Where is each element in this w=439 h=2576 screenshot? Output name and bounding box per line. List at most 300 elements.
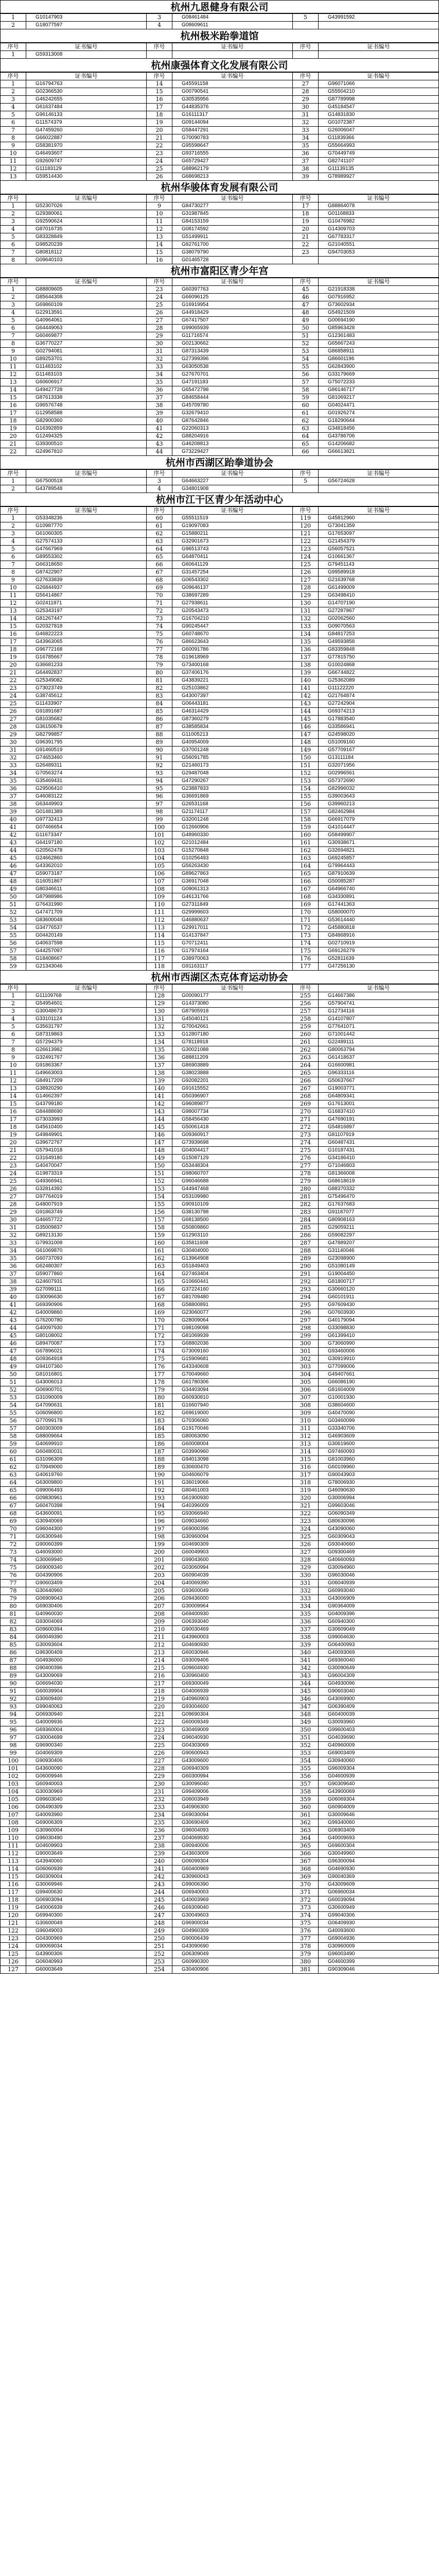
seq-cell: 122 — [293, 538, 319, 546]
seq-cell: 356 — [293, 1773, 319, 1781]
seq-cell: 45 — [1, 1332, 26, 1340]
cert-cell: G48960330 — [172, 832, 293, 839]
cert-cell: G60990300 — [172, 1958, 293, 1966]
seq-cell: 294 — [293, 1294, 319, 1301]
table-row — [1, 119, 439, 127]
seq-cell: 172 — [147, 1332, 172, 1340]
seq-cell: 344 — [293, 1680, 319, 1688]
cert-cell: G04690309 — [172, 1541, 293, 1549]
seq-cell: 86 — [1, 1649, 26, 1657]
seq-cell: 152 — [293, 770, 319, 777]
cert-cell: G61780306 — [172, 1379, 293, 1386]
cert-cell: G76200780 — [26, 1317, 147, 1325]
cert-cell: G58381970 — [26, 142, 147, 150]
cert-cell: G77099006 — [319, 1363, 439, 1371]
cert-cell: G40396009 — [172, 1502, 293, 1510]
table-row — [1, 1394, 439, 1402]
table-row — [1, 158, 439, 165]
table-row — [1, 173, 439, 181]
table-row — [1, 202, 439, 210]
cert-cell: G04069309 — [26, 1750, 147, 1757]
table-row — [1, 870, 439, 878]
cert-cell: G30069946 — [26, 1881, 147, 1889]
cert-cell: G27670701 — [172, 371, 293, 379]
seq-cell: 248 — [147, 1920, 172, 1927]
seq-cell: 49 — [1, 1363, 26, 1371]
cert-cell: G90309046 — [319, 1966, 439, 1974]
seq-cell: 146 — [293, 723, 319, 731]
cert-cell: G54921509 — [319, 309, 439, 317]
seq-cell: 98 — [147, 808, 172, 816]
table-row — [1, 478, 439, 485]
cert-cell: G11839366 — [319, 134, 439, 142]
seq-cell: 138 — [147, 1070, 172, 1077]
cert-cell: G10660441 — [172, 1278, 293, 1286]
cert-cell: G38970063 — [172, 955, 293, 963]
seq-cell: 309 — [293, 1410, 319, 1417]
seq-cell: 195 — [147, 1510, 172, 1518]
seq-cell: 22 — [293, 241, 319, 249]
cert-cell: G91163117 — [172, 963, 293, 971]
cert-cell: G59313008 — [26, 51, 147, 59]
cert-cell: G86623643 — [172, 638, 293, 646]
cert-cell: G53109980 — [172, 1193, 293, 1201]
seq-cell: 12 — [1, 1077, 26, 1085]
table-row — [1, 1719, 439, 1726]
cert-cell: G82799857 — [26, 731, 147, 739]
seq-cell: 108 — [1, 1819, 26, 1827]
cert-cell: G77815750 — [319, 654, 439, 662]
seq-cell: 273 — [293, 1131, 319, 1139]
seq-cell: 37 — [147, 394, 172, 402]
table-row — [1, 1386, 439, 1394]
seq-cell: 104 — [1, 1788, 26, 1796]
cert-cell: G06400993 — [319, 1641, 439, 1649]
seq-cell: 14 — [147, 80, 172, 88]
seq-cell: 280 — [293, 1185, 319, 1193]
seq-cell: 30 — [1, 1216, 26, 1224]
seq-cell: 292 — [293, 1278, 319, 1286]
cert-cell: G06409930 — [319, 1920, 439, 1927]
seq-cell: 162 — [293, 847, 319, 855]
seq-cell: 290 — [293, 1263, 319, 1270]
seq-cell: 104 — [147, 855, 172, 862]
header-cert: 证书编号 — [26, 195, 147, 202]
seq-cell: 49 — [293, 317, 319, 325]
cert-cell: G90400396 — [26, 1665, 147, 1672]
seq-cell: 340 — [293, 1649, 319, 1657]
cert-cell: G87988986 — [26, 893, 147, 901]
cert-cell: G04006939 — [172, 1688, 293, 1696]
cert-cell: G09640103 — [26, 257, 147, 264]
seq-cell: 318 — [293, 1479, 319, 1487]
seq-cell: 44 — [1, 847, 26, 855]
seq-cell: 170 — [147, 1317, 172, 1325]
seq-cell: 269 — [293, 1100, 319, 1108]
cert-cell: G30440960 — [26, 1587, 147, 1595]
cert-cell: G70563274 — [26, 770, 147, 777]
seq-cell: 22 — [1, 677, 26, 685]
seq-cell: 119 — [293, 515, 319, 522]
seq-cell: 114 — [1, 1866, 26, 1873]
cert-cell: G96009304 — [319, 1765, 439, 1773]
cert-cell: G07603930 — [319, 1309, 439, 1317]
seq-cell: 54 — [293, 355, 319, 363]
seq-cell: 233 — [147, 1804, 172, 1811]
cert-cell: G98520239 — [26, 241, 147, 249]
cert-cell: G45040121 — [172, 1015, 293, 1023]
cert-cell: G40699910 — [26, 1440, 147, 1448]
cert-cell: G50061418 — [172, 1124, 293, 1131]
cert-cell: G33586941 — [319, 723, 439, 731]
seq-cell: 376 — [293, 1927, 319, 1935]
cert-cell: G11122220 — [319, 685, 439, 692]
cert-cell: G38585834 — [172, 723, 293, 731]
table-row — [1, 371, 439, 379]
table-row — [1, 241, 439, 249]
cert-cell: G80461003 — [172, 1487, 293, 1495]
seq-cell: 137 — [147, 1062, 172, 1070]
seq-cell: 29 — [293, 96, 319, 104]
cert-cell: G16392859 — [26, 425, 147, 433]
seq-cell: 36 — [147, 386, 172, 394]
seq-cell: 358 — [293, 1788, 319, 1796]
seq-cell: 6 — [1, 241, 26, 249]
section-title: 杭州九恩健身有限公司 — [0, 0, 439, 13]
seq-cell: 5 — [1, 233, 26, 241]
cert-cell: G26844937 — [26, 584, 147, 592]
seq-cell: 335 — [293, 1611, 319, 1618]
cert-cell: G20543473 — [172, 607, 293, 615]
table-row — [1, 561, 439, 569]
seq-cell: 70 — [1, 1526, 26, 1533]
seq-cell: 125 — [1, 1951, 26, 1958]
cert-cell: G99006493 — [26, 1487, 147, 1495]
cert-cell: G60008004 — [172, 1440, 293, 1448]
cert-cell: G31090009 — [26, 1394, 147, 1402]
seq-cell: 49 — [1, 886, 26, 893]
cert-cell: G31649180 — [26, 1155, 147, 1162]
cert-cell: G06903094 — [26, 1896, 147, 1904]
seq-cell: 198 — [147, 1533, 172, 1541]
seq-cell: 281 — [293, 1193, 319, 1201]
cert-cell: G25362089 — [319, 677, 439, 685]
seq-cell: 184 — [147, 1425, 172, 1433]
cert-cell: G37224160 — [172, 1286, 293, 1294]
header-cert: 证书编号 — [319, 507, 439, 515]
seq-cell: 73 — [147, 615, 172, 623]
cert-cell: G63498410 — [319, 592, 439, 600]
cert-cell: G84730277 — [172, 202, 293, 210]
table-row — [1, 233, 439, 241]
table-row — [1, 801, 439, 808]
cert-cell: G40006939 — [26, 1904, 147, 1912]
cert-cell: G80908163 — [319, 1216, 439, 1224]
cert-cell: G12958588 — [26, 410, 147, 417]
cert-cell: G47256130 — [319, 963, 439, 971]
cert-cell: G40097930 — [26, 1325, 147, 1332]
seq-cell: 235 — [147, 1819, 172, 1827]
seq-cell: 18 — [1, 417, 26, 425]
cert-cell: G69940300 — [26, 1912, 147, 1920]
cert-cell: G84153159 — [172, 218, 293, 226]
cert-cell: G69245857 — [319, 855, 439, 862]
seq-cell: 3 — [1, 218, 26, 226]
table-row — [1, 1440, 439, 1448]
cert-cell: G96146133 — [26, 111, 147, 119]
table-row — [1, 685, 439, 692]
table-row — [1, 1185, 439, 1193]
cert-cell: G81016801 — [26, 1371, 147, 1379]
seq-cell: 31 — [293, 111, 319, 119]
cert-cell: G99006390 — [172, 1881, 293, 1889]
seq-cell: 124 — [1, 1943, 26, 1951]
cert-cell: G06393040 — [172, 1618, 293, 1626]
cert-cell: G63050538 — [172, 363, 293, 371]
cert-cell: G60091786 — [172, 646, 293, 654]
cert-cell: G12494325 — [26, 433, 147, 440]
seq-cell: 276 — [293, 1155, 319, 1162]
cert-cell: G60300994 — [172, 1773, 293, 1781]
seq-cell: 141 — [147, 1093, 172, 1100]
seq-cell: 314 — [293, 1448, 319, 1456]
cert-cell: G26613982 — [26, 1046, 147, 1054]
table-row — [1, 638, 439, 646]
seq-cell: 84 — [147, 700, 172, 708]
seq-cell: 177 — [293, 963, 319, 971]
table-row — [1, 1487, 439, 1495]
table-row — [1, 1510, 439, 1518]
cert-cell: G60606917 — [26, 379, 147, 386]
seq-cell: 75 — [147, 631, 172, 638]
table-row — [1, 1456, 439, 1464]
seq-cell: 240 — [147, 1858, 172, 1866]
seq-cell: 15 — [147, 249, 172, 257]
cert-cell: G59082297 — [319, 1232, 439, 1240]
seq-cell: 346 — [293, 1696, 319, 1703]
cert-cell: G06069304 — [319, 1796, 439, 1804]
seq-cell: 53 — [1, 917, 26, 924]
seq-cell: 179 — [147, 1386, 172, 1394]
seq-cell: 332 — [293, 1587, 319, 1595]
seq-cell: 42 — [147, 433, 172, 440]
table-row — [1, 592, 439, 600]
seq-cell: 113 — [147, 924, 172, 932]
cert-cell: G87313439 — [172, 348, 293, 355]
seq-cell: 366 — [293, 1850, 319, 1858]
seq-cell: 65 — [293, 440, 319, 448]
cert-cell: G84817253 — [319, 631, 439, 638]
seq-cell: 105 — [1, 1796, 26, 1804]
seq-cell: 77 — [147, 646, 172, 654]
seq-cell: 29 — [147, 332, 172, 340]
cert-cell: G91891687 — [26, 708, 147, 716]
cert-cell: G06443181 — [172, 700, 293, 708]
seq-cell: 373 — [293, 1904, 319, 1912]
seq-cell: 92 — [147, 762, 172, 770]
seq-cell: 120 — [293, 522, 319, 530]
seq-cell: 23 — [1, 1162, 26, 1170]
seq-cell: 28 — [1, 723, 26, 731]
seq-cell: 71 — [1, 1533, 26, 1541]
cert-cell: G30535956 — [172, 96, 293, 104]
seq-cell: 261 — [293, 1039, 319, 1046]
cert-cell: G58456430 — [172, 1116, 293, 1124]
cert-cell: G13111184 — [319, 754, 439, 762]
seq-cell: 268 — [293, 1093, 319, 1100]
seq-cell: 354 — [293, 1757, 319, 1765]
seq-cell: 15 — [147, 88, 172, 96]
cert-cell: G26489311 — [26, 762, 147, 770]
seq-cell: 13 — [1, 1085, 26, 1093]
cert-cell: G82462984 — [319, 808, 439, 816]
seq-cell: 304 — [293, 1371, 319, 1379]
table-row — [1, 886, 439, 893]
cert-cell: G09360917 — [172, 1131, 293, 1139]
seq-cell: 371 — [293, 1889, 319, 1896]
cert-cell: G96772168 — [26, 646, 147, 654]
seq-cell: 148 — [147, 1147, 172, 1155]
cert-cell: G04690930 — [319, 1866, 439, 1873]
cert-cell: G11433907 — [26, 700, 147, 708]
cert-cell: G75072233 — [319, 379, 439, 386]
seq-cell: 78 — [147, 654, 172, 662]
seq-cell: 237 — [147, 1835, 172, 1842]
cert-cell: G89253701 — [26, 355, 147, 363]
table-row — [1, 249, 439, 257]
cert-cell: G17653097 — [319, 530, 439, 538]
seq-cell: 94 — [1, 1711, 26, 1719]
table-row — [1, 1827, 439, 1835]
seq-cell: 352 — [293, 1742, 319, 1750]
cert-cell: G34818456 — [319, 425, 439, 433]
seq-cell: 162 — [147, 1255, 172, 1263]
seq-cell: 31 — [1, 1224, 26, 1232]
seq-cell: 107 — [1, 1811, 26, 1819]
table-row — [1, 1912, 439, 1920]
seq-cell: 270 — [293, 1108, 319, 1116]
seq-cell: 48 — [1, 878, 26, 886]
header-seq: 序号 — [147, 195, 172, 202]
table-row — [1, 584, 439, 592]
cert-cell: G04960309 — [172, 1927, 293, 1935]
cert-cell: G60940300 — [319, 1618, 439, 1626]
cert-cell: G10001930 — [319, 1394, 439, 1402]
seq-cell: 51 — [1, 1379, 26, 1386]
cert-cell: G99043600 — [172, 1556, 293, 1564]
header-row — [1, 278, 439, 286]
cert-cell: G29917011 — [172, 924, 293, 932]
seq-cell: 130 — [293, 600, 319, 607]
seq-cell: 79 — [147, 662, 172, 669]
table-row — [1, 1224, 439, 1232]
cert-cell: G40470047 — [26, 1162, 147, 1170]
header-seq: 序号 — [147, 278, 172, 286]
cert-cell: G69309040 — [172, 1904, 293, 1912]
seq-cell: 7 — [1, 249, 26, 257]
seq-cell: 197 — [147, 1526, 172, 1533]
seq-cell: 239 — [147, 1850, 172, 1858]
table-row — [1, 485, 439, 493]
cert-cell: G35469431 — [26, 777, 147, 785]
cert-cell: G32001248 — [172, 816, 293, 824]
table-row — [1, 631, 439, 638]
seq-cell: 170 — [293, 909, 319, 917]
cert-cell: G30009646 — [319, 1811, 439, 1819]
cert-cell: G60309043 — [319, 1533, 439, 1541]
cert-cell: G38745612 — [26, 692, 147, 700]
seq-cell: 38 — [147, 402, 172, 410]
seq-cell: 46 — [293, 294, 319, 301]
cert-cell — [319, 257, 439, 264]
seq-cell: 109 — [1, 1827, 26, 1835]
seq-cell: 90 — [1, 1680, 26, 1688]
table-row — [1, 379, 439, 386]
seq-cell: 43 — [147, 440, 172, 448]
cert-cell: G14662397 — [26, 1093, 147, 1100]
table-row — [1, 1247, 439, 1255]
seq-cell: 20 — [1, 662, 26, 669]
seq-cell: 151 — [293, 762, 319, 770]
seq-cell: 136 — [293, 646, 319, 654]
cert-cell: G70042661 — [172, 1023, 293, 1031]
seq-cell: 3 — [1, 96, 26, 104]
seq-cell: 106 — [1, 1804, 26, 1811]
seq-cell: 164 — [293, 862, 319, 870]
seq-cell: 163 — [293, 855, 319, 862]
seq-cell: 160 — [147, 1240, 172, 1247]
seq-cell: 6 — [1, 325, 26, 332]
seq-cell: 20 — [1, 433, 26, 440]
seq-cell: 34 — [147, 371, 172, 379]
seq-cell: 363 — [293, 1827, 319, 1835]
header-seq: 序号 — [293, 278, 319, 286]
cert-cell: G40069390 — [172, 1580, 293, 1587]
cert-cell: G33101124 — [26, 1015, 147, 1023]
seq-cell: 87 — [147, 723, 172, 731]
cert-cell: G46314429 — [172, 708, 293, 716]
cert-cell: G64449063 — [26, 325, 147, 332]
seq-cell: 33 — [293, 127, 319, 134]
cert-cell: G02130662 — [172, 340, 293, 348]
seq-cell: 116 — [1, 1881, 26, 1889]
seq-cell: 80 — [1, 1603, 26, 1611]
seq-cell: 372 — [293, 1896, 319, 1904]
seq-cell: 59 — [1, 1440, 26, 1448]
cert-cell: G38023888 — [172, 1070, 293, 1077]
seq-cell: 15 — [1, 623, 26, 631]
cert-cell: G14707190 — [319, 600, 439, 607]
seq-cell: 348 — [293, 1711, 319, 1719]
cert-cell: G18077597 — [26, 22, 147, 29]
seq-cell: 27 — [147, 317, 172, 325]
cert-cell: G47459260 — [26, 127, 147, 134]
cert-cell: G11109768 — [26, 992, 147, 1000]
seq-cell: 178 — [147, 1379, 172, 1386]
header-cert: 证书编号 — [319, 43, 439, 51]
seq-cell: 6 — [1, 119, 26, 127]
cert-cell: G81800717 — [319, 1278, 439, 1286]
seq-cell: 58 — [293, 386, 319, 394]
seq-cell: 38 — [1, 801, 26, 808]
cert-cell: G90030469 — [172, 1626, 293, 1634]
seq-cell: 4 — [1, 226, 26, 233]
cert-cell: G14107807 — [319, 1015, 439, 1023]
table-row — [1, 1325, 439, 1332]
seq-cell: 67 — [147, 569, 172, 577]
cert-cell: G67500518 — [26, 478, 147, 485]
seq-cell: 43 — [1, 1317, 26, 1325]
